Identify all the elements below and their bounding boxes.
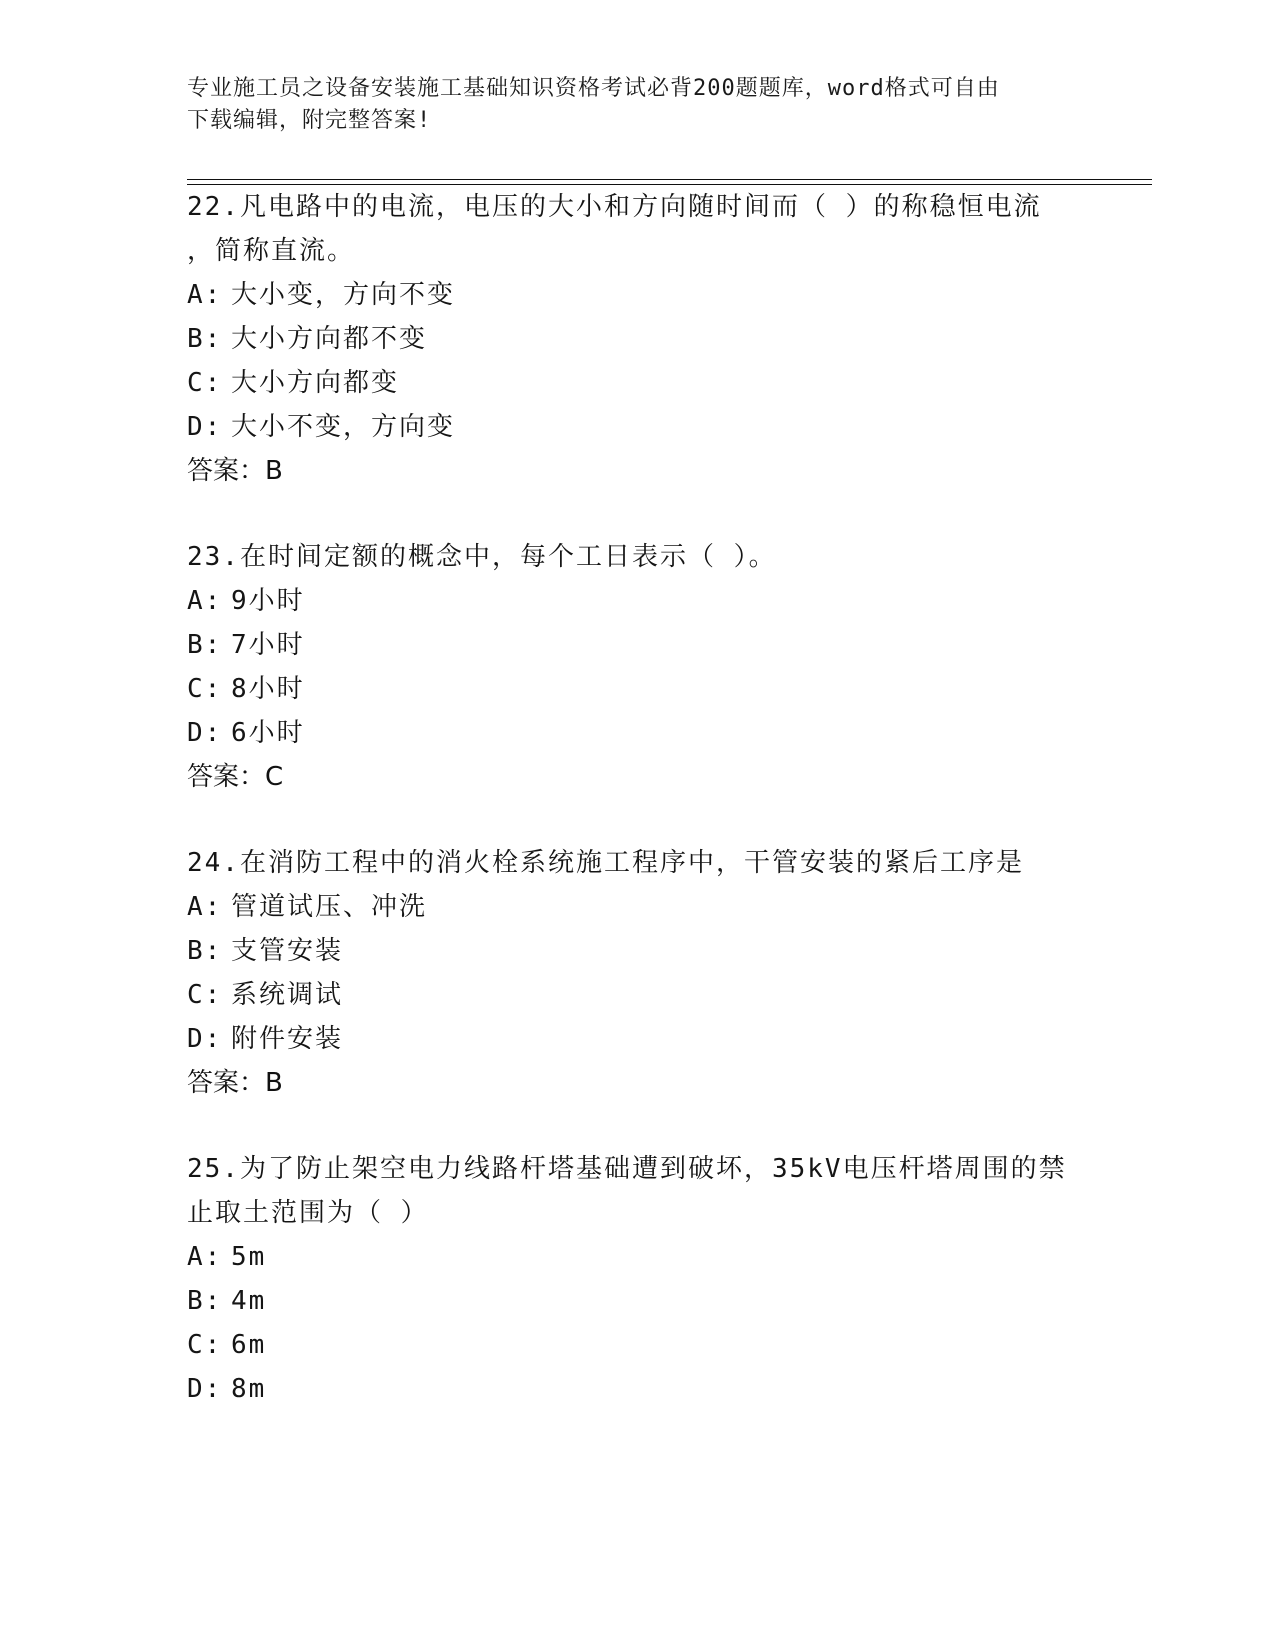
option-text: 系统调试 (231, 980, 344, 1010)
option-key: C: (187, 980, 223, 1010)
question-22-option-c (187, 366, 399, 400)
option-text: 大小变，方向不变 (231, 280, 456, 310)
question-22-answer: 答案：B (187, 456, 283, 486)
question-24-option-c (187, 978, 343, 1012)
option-text: 大小不变，方向变 (231, 412, 456, 442)
question-23-stem-line-1: 23.在时间定额的概念中，每个工日表示（ ）。 (187, 542, 777, 572)
option-text: 5m (231, 1242, 267, 1272)
option-key: D: (187, 1024, 223, 1054)
question-23-option-c (187, 672, 305, 706)
option-text: 6m (231, 1330, 267, 1360)
option-text: 管道试压、冲洗 (231, 892, 428, 922)
option-key: B: (187, 324, 223, 354)
option-key: A: (187, 586, 223, 616)
option-key: D: (187, 718, 223, 748)
question-22-option-d (187, 410, 455, 444)
option-text: 4m (231, 1286, 267, 1316)
header-line-2: 下载编辑，附完整答案! (187, 108, 432, 133)
option-key: A: (187, 892, 223, 922)
option-text: 大小方向都不变 (231, 324, 428, 354)
question-22-stem-line-2: ，简称直流。 (187, 236, 356, 266)
question-23-answer: 答案：C (187, 762, 284, 792)
question-25-option-a (187, 1240, 266, 1274)
question-25-option-b (187, 1284, 266, 1318)
question-24-stem-line-1: 24.在消防工程中的消火栓系统施工程序中，干管安装的紧后工序是 (187, 848, 1024, 878)
question-25-stem-line-1: 25.为了防止架空电力线路杆塔基础遭到破坏，35kV电压杆塔周围的禁 (187, 1154, 1067, 1184)
header-divider-top (187, 179, 1152, 180)
question-23-option-b (187, 628, 305, 662)
question-24-option-d (187, 1022, 343, 1056)
option-key: C: (187, 368, 223, 398)
question-22-option-a (187, 278, 455, 312)
option-key: D: (187, 412, 223, 442)
question-24-option-b (187, 934, 343, 968)
option-key: C: (187, 1330, 223, 1360)
question-23-option-d (187, 716, 305, 750)
option-key: A: (187, 280, 223, 310)
option-key: B: (187, 1286, 223, 1316)
option-text: 支管安装 (231, 936, 344, 966)
question-25-option-c (187, 1328, 266, 1362)
option-text: 附件安装 (231, 1024, 344, 1054)
question-22-stem-line-1: 22.凡电路中的电流，电压的大小和方向随时间而（ ）的称稳恒电流 (187, 192, 1042, 222)
question-25-stem-line-2: 止取土范围为（ ） (187, 1198, 429, 1228)
header-line-1: 专业施工员之设备安装施工基础知识资格考试必背200题题库，word格式可自由 (187, 76, 1000, 101)
option-text: 8m (231, 1374, 267, 1404)
question-24-option-a (187, 890, 427, 924)
option-text: 7小时 (231, 630, 305, 660)
question-25-option-d (187, 1372, 266, 1406)
option-key: B: (187, 936, 223, 966)
document-header (187, 73, 1087, 137)
option-text: 6小时 (231, 718, 305, 748)
option-text: 大小方向都变 (231, 368, 400, 398)
question-22-option-b (187, 322, 427, 356)
question-24-answer: 答案：B (187, 1068, 283, 1098)
option-key: D: (187, 1374, 223, 1404)
option-key: C: (187, 674, 223, 704)
header-divider-bottom (187, 184, 1152, 185)
option-text: 9小时 (231, 586, 305, 616)
option-key: B: (187, 630, 223, 660)
question-23-option-a (187, 584, 305, 618)
option-key: A: (187, 1242, 223, 1272)
option-text: 8小时 (231, 674, 305, 704)
